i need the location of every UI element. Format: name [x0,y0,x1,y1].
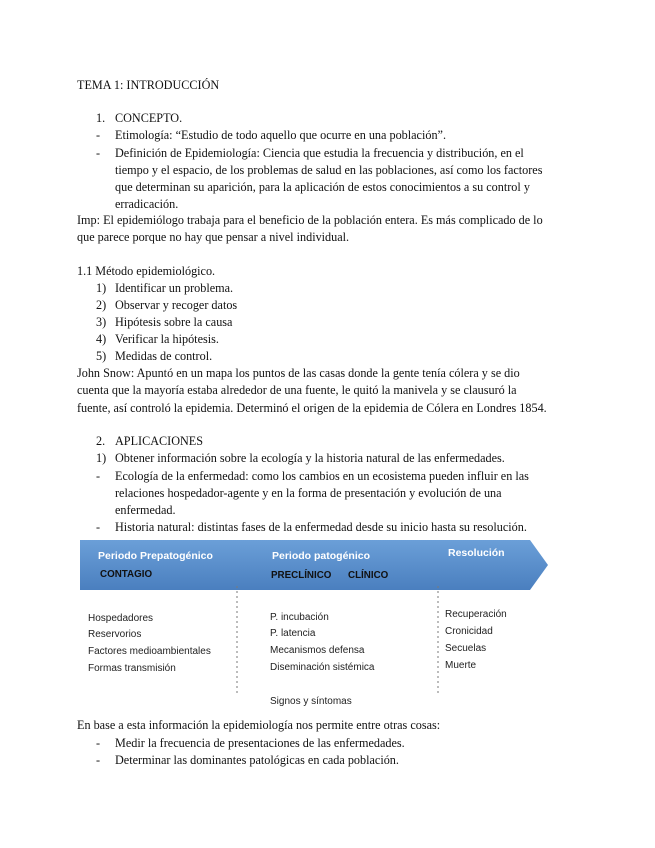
diagram-item: Hospedadores [88,613,154,624]
diagram-item: Factores medioambientales [88,646,211,657]
bullet-dash: - [96,469,101,483]
item-text: Obtener información sobre la ecología y la historia natural de las enfermedades. [115,451,505,465]
diagram-item: Reservorios [88,629,142,640]
phase-subheading: CLÍNICO [348,570,389,581]
section-number: 1. [96,111,106,125]
section-heading: APLICACIONES [115,434,204,448]
phase-subheading: PRECLÍNICO [271,570,332,581]
bullet-text: Definición de Epidemiología: Ciencia que estudia la frecuencia y distribución, en el [115,146,524,160]
diagram-item: Muerte [445,660,477,671]
diagram-item: P. latencia [270,628,316,639]
step-number: 5) [96,349,107,363]
step-text: Hipótesis sobre la causa [115,315,233,329]
bullet-text: Medir la frecuencia de presentaciones de las enfermedades. [115,736,405,750]
step-text: Medidas de control. [115,349,213,363]
paragraph-line: John Snow: Apuntó en un mapa los puntos de las casas donde la gente tenía cólera y se dio [77,366,520,380]
diagram-item: Diseminación sistémica [270,662,375,673]
step-number: 4) [96,332,107,346]
bullet-dash: - [96,520,101,534]
diagram-item: Cronicidad [445,626,493,637]
subsection-heading: 1.1 Método epidemiológico. [77,264,216,278]
bullet-text: tiempo y el espacio, de los problemas de salud en las poblaciones, así como los factores [115,163,543,177]
bullet-text: relaciones hospedador-agente y en la forma de presentación y evolución de una [115,486,502,500]
bullet-text: Historia natural: distintas fases de la enfermedad desde su inicio hasta su resolución. [115,520,527,534]
bullet-text: Etimología: “Estudio de todo aquello que ocurre en una población”. [115,128,446,142]
bullet-text: enfermedad. [115,503,176,517]
step-text: Verificar la hipótesis. [115,332,219,346]
step-number: 1) [96,281,107,295]
step-number: 3) [96,315,107,329]
bullet-dash: - [96,736,101,750]
step-text: Identificar un problema. [115,281,234,295]
diagram-item: Mecanismos defensa [270,645,365,656]
diagram-item: Signos y síntomas [270,696,352,707]
diagram-item: P. incubación [270,612,329,623]
phase-heading: Periodo patogénico [272,550,371,562]
note-line: Imp: El epidemiólogo trabaja para el beneficio de la población entera. Es más complicado de lo [77,213,543,227]
bullet-text: Determinar las dominantes patológicas en cada población. [115,753,399,767]
bullet-dash: - [96,753,101,767]
section-heading: CONCEPTO. [115,111,183,125]
diagram-item: Formas transmisión [88,663,176,674]
diagram-item: Secuelas [445,643,487,654]
section-number: 2. [96,434,106,448]
note-line: que parece porque no hay que pensar a nivel individual. [77,230,350,244]
phase-heading: Periodo Prepatogénico [98,550,213,562]
phase-subheading: CONTAGIO [100,569,153,580]
bullet-text: erradicación. [115,197,179,211]
bullet-dash: - [96,128,101,142]
paragraph-line: En base a esta información la epidemiología nos permite entre otras cosas: [77,718,441,732]
natural-history-diagram [80,538,550,713]
step-number: 2) [96,298,107,312]
item-number: 1) [96,451,107,465]
paragraph-line: fuente, así controló la epidemia. Determinó el origen de la epidemia de Cólera en Londres 1854. [77,401,547,415]
bullet-text: Ecología de la enfermedad: como los cambios en un ecosistema pueden influir en las [115,469,529,483]
bullet-text: que determinan su aparición, para la aplicación de estos conocimientos a su control y [115,180,530,194]
phase-heading: Resolución [448,547,505,559]
step-text: Observar y recoger datos [115,298,238,312]
diagram-item: Recuperación [445,609,507,620]
page-title: TEMA 1: INTRODUCCIÓN [77,78,220,92]
bullet-dash: - [96,146,101,160]
paragraph-line: cuenta que la mayoría estaba alrededor de una fuente, le quitó la manivela y se clausuró la [77,383,517,397]
